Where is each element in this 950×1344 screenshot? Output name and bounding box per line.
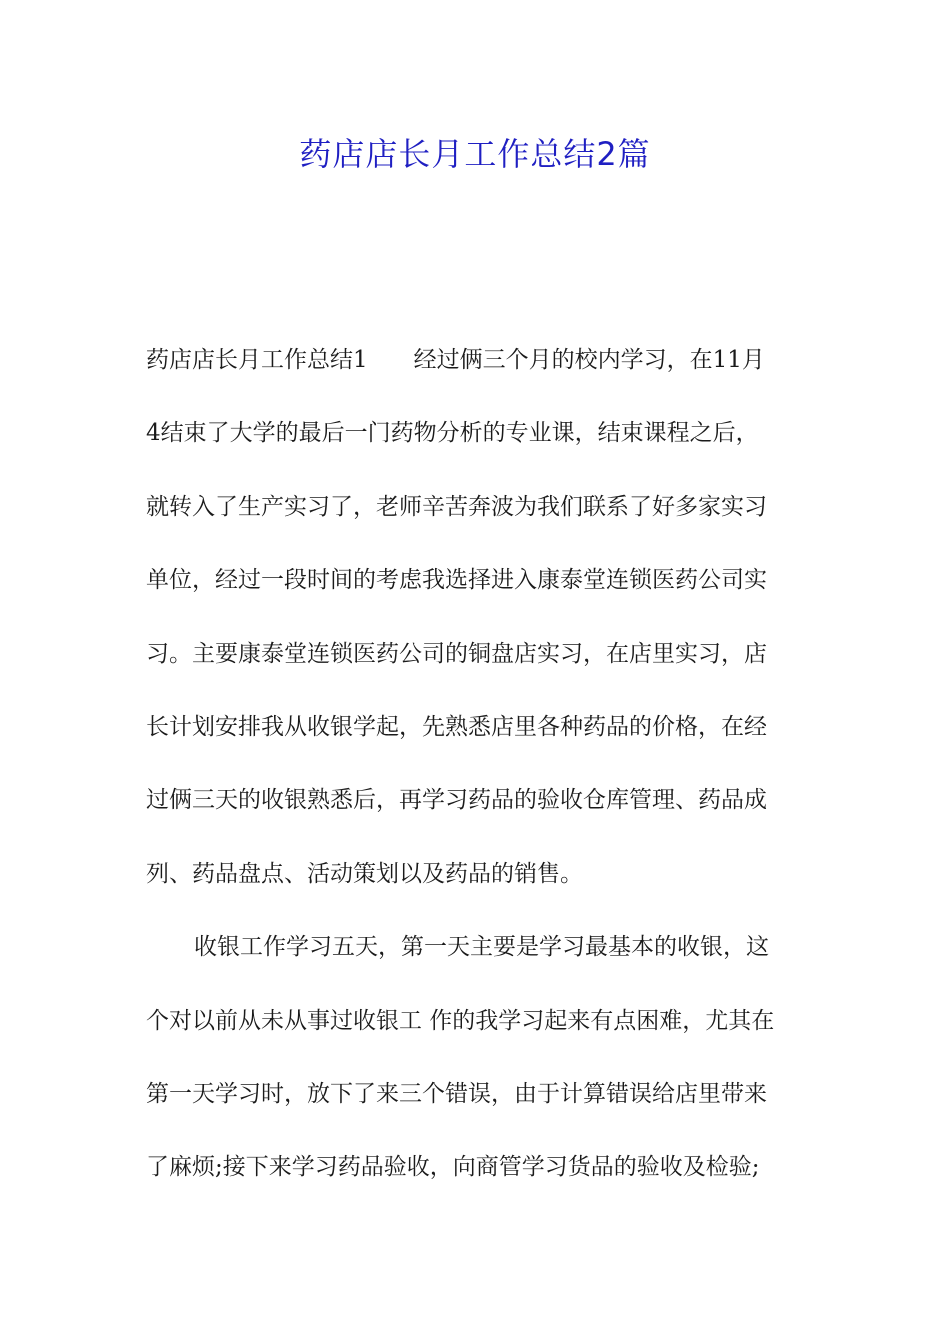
page-title: 药店店长月工作总结2篇 [299, 135, 651, 173]
text-line: 长计划安排我从收银学起，先熟悉店里各种药品的价格，在经 [146, 713, 767, 740]
text-line: 列、药品盘点、活动策划以及药品的销售。 [146, 860, 583, 887]
text-line: 了麻烦;接下来学习药品验收，向商管学习货品的验收及检验; [146, 1154, 760, 1181]
text-line: 过俩三天的收银熟悉后，再学习药品的验收仓库管理、药品成 [146, 787, 767, 814]
text-line: 个对以前从未从事过收银工 作的我学习起来有点困难，尤其在 [146, 1007, 775, 1034]
text-line: 习。主要康泰堂连锁医药公司的铜盘店实习，在店里实习，店 [146, 640, 767, 667]
text-line: 药店店长月工作总结1 经过俩三个月的校内学习，在11月 [146, 347, 765, 373]
text-line: 第一天学习时，放下了来三个错误，由于计算错误给店里带来 [146, 1080, 767, 1107]
text-line: 就转入了生产实习了，老师辛苦奔波为我们联系了好多家实习 [146, 493, 767, 520]
document-body [146, 332, 806, 1213]
text-line: 收银工作学习五天，第一天主要是学习最基本的收银，这 [194, 934, 769, 961]
text-line: 单位，经过一段时间的考虑我选择进入康泰堂连锁医药公司实 [146, 567, 767, 594]
text-line: 4结束了大学的最后一门药物分析的专业课，结束课程之后， [146, 420, 759, 447]
